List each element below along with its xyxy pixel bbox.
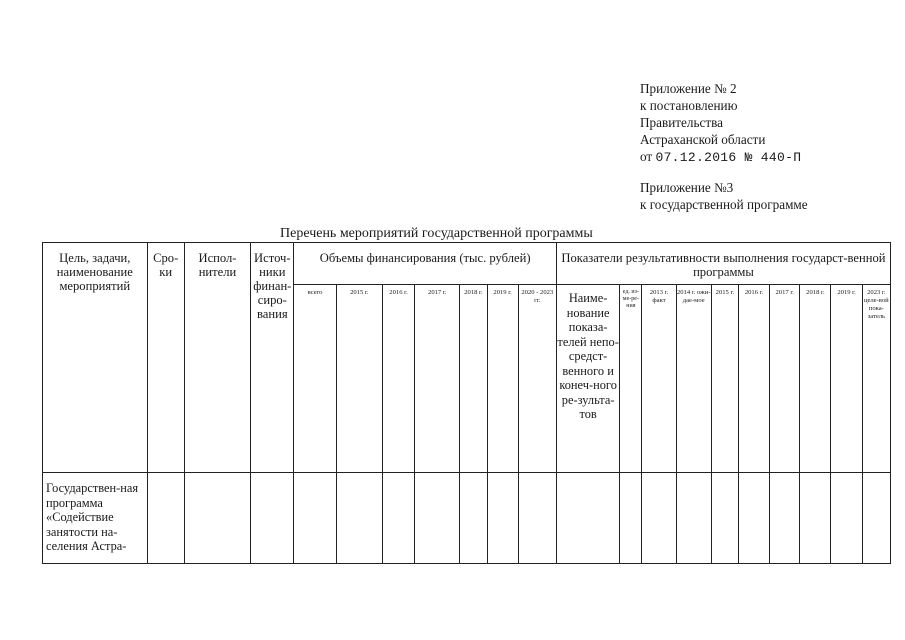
header-funding-group: Объемы финансирования (тыс. рублей) xyxy=(294,243,557,285)
indicator-col-name: Наиме-нование показа-телей непо-средст-венного и конеч-ного ре-зульта-тов xyxy=(556,285,619,473)
header-indicators-group: Показатели результативности выполнения государст-венной программы xyxy=(556,243,890,285)
row-cell xyxy=(831,473,862,564)
annex-date-stamp: 07.12.2016 № 440-П xyxy=(655,150,802,165)
row-cell xyxy=(770,473,800,564)
header-goal: Цель, задачи, наименование мероприятий xyxy=(43,243,148,473)
row-cell xyxy=(460,473,487,564)
row-cell xyxy=(336,473,382,564)
indicator-col-2014: 2014 г. ожи-дае-мое xyxy=(676,285,711,473)
annex-line-2: к постановлению xyxy=(640,98,738,113)
row-cell xyxy=(642,473,676,564)
annex-line-5 xyxy=(640,148,801,166)
indicator-col-2019: 2019 г. xyxy=(831,285,862,473)
row-cell xyxy=(487,473,518,564)
annex-line-1: Приложение № 2 xyxy=(640,81,737,96)
annex-date-prefix: от xyxy=(640,149,653,164)
document-title: Перечень мероприятий государственной программы xyxy=(280,226,593,241)
row-cell xyxy=(251,473,294,564)
row-cell xyxy=(147,473,184,564)
indicator-col-2016: 2016 г. xyxy=(738,285,769,473)
row-cell xyxy=(711,473,738,564)
annex-line-4: Астраханской области xyxy=(640,132,766,147)
row-program-goal: Государствен-ная программа «Содействие занятости на-селения Астра- xyxy=(43,473,148,564)
funding-col-2015: 2015 г. xyxy=(336,285,382,473)
row-cell xyxy=(676,473,711,564)
indicator-col-unit: ед. из-ме-ре-ния xyxy=(620,285,642,473)
row-cell xyxy=(415,473,460,564)
row-cell xyxy=(294,473,336,564)
row-cell xyxy=(800,473,831,564)
header-sources: Источ-ники финан-сиро-вания xyxy=(251,243,294,473)
row-cell xyxy=(620,473,642,564)
row-cell xyxy=(862,473,890,564)
indicator-col-2017: 2017 г. xyxy=(770,285,800,473)
indicator-col-2018: 2018 г. xyxy=(800,285,831,473)
annex-line-7: к государственной программе xyxy=(640,197,808,212)
indicator-col-2013: 2013 г. факт xyxy=(642,285,676,473)
row-cell xyxy=(738,473,769,564)
annex-header xyxy=(640,80,801,166)
funding-col-2017: 2017 г. xyxy=(415,285,460,473)
header-terms: Сро-ки xyxy=(147,243,184,473)
funding-col-2020-2023: 2020 - 2023 гг. xyxy=(518,285,556,473)
row-cell xyxy=(382,473,414,564)
annex-line-6: Приложение №3 xyxy=(640,180,734,195)
measures-table xyxy=(42,242,891,564)
indicator-col-2023: 2023 г. целе-вой пока-затель xyxy=(862,285,890,473)
header-executors: Испол-нители xyxy=(184,243,250,473)
funding-col-2019: 2019 г. xyxy=(487,285,518,473)
row-cell xyxy=(556,473,619,564)
annex-program-header xyxy=(640,179,808,213)
funding-col-total: всего xyxy=(294,285,336,473)
annex-line-3: Правительства xyxy=(640,115,723,130)
funding-col-2016: 2016 г. xyxy=(382,285,414,473)
indicator-col-2015: 2015 г. xyxy=(711,285,738,473)
row-cell xyxy=(518,473,556,564)
funding-col-2018: 2018 г. xyxy=(460,285,487,473)
row-cell xyxy=(184,473,250,564)
